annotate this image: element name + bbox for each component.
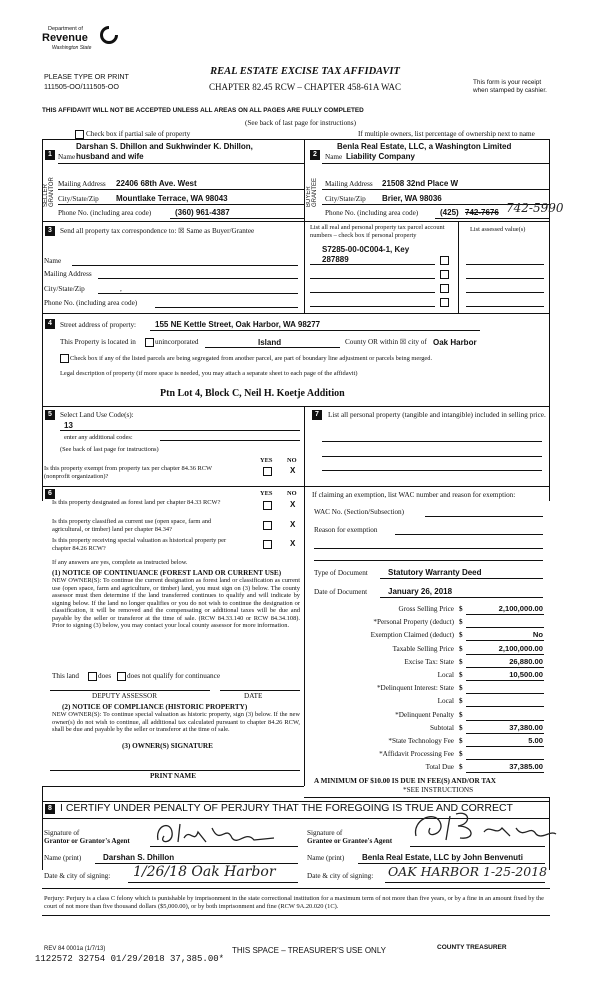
tax-row-line	[466, 746, 544, 747]
tax-row-line	[466, 772, 544, 773]
grantee-name: Benla Real Estate, LLC by John Benvenuti	[362, 853, 523, 862]
tax-row-value: 5.00	[528, 736, 543, 745]
grantee-date-label: Date & city of signing:	[307, 872, 374, 880]
tax-row-currency: $	[459, 618, 463, 626]
legal-description: Ptn Lot 4, Block C, Neil H. Koetje Addition	[160, 388, 345, 399]
seller-side-label: SELLER GRANTOR	[43, 177, 55, 207]
tax-row-line	[466, 720, 544, 721]
grantor-name: Darshan S. Dhillon	[103, 853, 175, 862]
exempt-question: Is this property exempt from property tax per chapter 84.36 RCW (nonprofit organization)?	[44, 465, 212, 480]
tax-row-line	[466, 614, 544, 615]
section-6-badge: 6	[45, 489, 55, 499]
tax-row-line	[466, 733, 544, 734]
tax-row-label: Exemption Claimed (deduct)	[370, 631, 454, 639]
minimum-fee-note: A MINIMUM OF $10.00 IS DUE IN FEE(S) AND/OR TAX	[314, 777, 496, 785]
exempt-yes-checkbox[interactable]	[263, 467, 272, 476]
tax-row-value: 2,100,000.00	[498, 604, 543, 613]
seller-name-line2: husband and wife	[76, 152, 144, 161]
section-8-badge: 8	[45, 804, 55, 814]
doc-date: January 26, 2018	[388, 587, 453, 596]
buyer-city: Brier, WA 98036	[382, 194, 442, 203]
county-treasurer-label: COUNTY TREASURER	[437, 944, 507, 951]
logo-line1: Department of	[48, 26, 83, 32]
doc-type: Statutory Warranty Deed	[388, 568, 482, 577]
tax-row-currency: $	[459, 697, 463, 705]
segregated-checkbox[interactable]	[60, 354, 69, 363]
tax-row-label: Excise Tax: State	[404, 658, 454, 666]
deputy-assessor-label: DEPUTY ASSESSOR	[92, 692, 158, 700]
tax-row-label: Gross Selling Price	[398, 605, 454, 613]
tax-row-line	[466, 759, 544, 760]
treasurer-space-label: THIS SPACE – TREASURER'S USE ONLY	[232, 946, 387, 955]
designation-yes-header: YES	[260, 490, 273, 497]
see-back-instructions: (See back of last page for instructions)	[245, 119, 356, 127]
partial-sale-checkbox[interactable]	[75, 130, 84, 139]
buyer-address: 21508 32nd Place W	[382, 179, 459, 188]
corr-name-label: Name	[44, 257, 62, 265]
parcel-line1: S7285-00-0C004-1, Key	[322, 245, 410, 254]
grantor-sig-label1: Signature of	[44, 829, 80, 837]
tax-row-value: 37,385.00	[509, 762, 543, 771]
seller-name-line1: Darshan S. Dhillon and Sukhwinder K. Dhillon,	[76, 142, 253, 151]
corr-phone-label: Phone No. (including area code)	[44, 299, 138, 307]
tax-row-label: *State Technology Fee	[388, 737, 454, 745]
section-4-badge: 4	[45, 319, 55, 329]
parcel-3-personal-checkbox[interactable]	[440, 284, 449, 293]
grantee-signature-icon	[410, 806, 560, 846]
wac-label: WAC No. (Section/Subsection)	[314, 508, 405, 516]
section-5-badge: 5	[45, 410, 55, 420]
reason-label: Reason for exemption	[314, 526, 378, 534]
land-does-checkbox[interactable]	[88, 672, 97, 681]
tax-row-line	[466, 640, 544, 641]
grantor-sig-label2: Grantor or Grantor's Agent	[44, 837, 130, 845]
corr-city-label: City/State/Zip	[44, 285, 85, 293]
tax-row-value: 37,380.00	[509, 723, 543, 732]
land-does-not-checkbox[interactable]	[117, 672, 126, 681]
tax-row-currency: $	[459, 750, 463, 758]
tax-row-line	[466, 654, 544, 655]
tax-row-line	[466, 706, 544, 707]
forest-answer: X	[290, 500, 296, 509]
seller-name-label: Name	[58, 153, 76, 161]
grantor-signature-icon	[150, 818, 290, 848]
rev-code: REV 84 0001a (1/7/13)	[44, 946, 106, 952]
please-type: PLEASE TYPE OR PRINT	[44, 72, 129, 81]
tax-row-currency: $	[459, 711, 463, 719]
property-county: Island	[258, 338, 282, 347]
parcel-1-personal-checkbox[interactable]	[440, 256, 449, 265]
tax-row-currency: $	[459, 737, 463, 745]
does-label: does	[98, 672, 112, 680]
property-city: Oak Harbor	[433, 338, 477, 347]
doc-date-label: Date of Document	[314, 588, 368, 596]
tax-row-label: *Delinquent Penalty	[395, 711, 454, 719]
tax-row-currency: $	[459, 724, 463, 732]
partial-sale-label: Check box if partial sale of property	[86, 130, 191, 138]
tax-row-currency: $	[459, 631, 463, 639]
grantee-sig-label2: Grantee or Grantee's Agent	[307, 837, 393, 845]
dor-logo	[42, 26, 122, 54]
personal-property-label: List all personal property (tangible and intangible) included in selling price.	[328, 411, 546, 419]
segregated-label: Check box if any of the listed parcels are being segregated from another parcel, are part of boundary line adjustment or parcels being merged.	[70, 355, 433, 362]
corr-city-value: ,	[120, 285, 122, 293]
multiple-owners-note: If multiple owners, list percentage of ownership next to name	[358, 130, 535, 138]
parcel-header: List all real and personal property tax parcel account numbers – check box if personal property	[310, 224, 445, 239]
assessed-header: List assessed value(s)	[470, 226, 526, 233]
parcel-2-personal-checkbox[interactable]	[440, 270, 449, 279]
property-street: 155 NE Kettle Street, Oak Harbor, WA 98277	[155, 320, 321, 329]
buyer-phone-handwritten: 742-5990	[506, 201, 564, 215]
land-use-label: Select Land Use Code(s):	[60, 411, 134, 419]
date-label: DATE	[244, 692, 263, 700]
seller-address-label: Mailing Address	[58, 180, 106, 188]
buyer-side-label: BUYER GRANTEE	[306, 177, 318, 207]
exempt-answer: X	[290, 466, 296, 475]
current-use-question: Is this property classified as current use (open space, farm and agricultural, or timber) land per chapter 84.34?	[52, 518, 212, 533]
tax-row-value: 2,100,000.00	[498, 644, 543, 653]
print-name-label: PRINT NAME	[150, 772, 196, 780]
unincorporated-checkbox[interactable]	[145, 338, 154, 347]
county-or-label: County OR within ☒ city of	[345, 338, 427, 346]
seller-city-label: City/State/Zip	[58, 195, 99, 203]
current-use-answer: X	[290, 520, 296, 529]
unincorporated-label: unincorporated	[155, 338, 199, 346]
notice1-body: NEW OWNER(S): To continue the current designation as forest land or classification as current use (open space, farm and agriculture, or timber) land, you must sign on (3) below. The county assessor must then determine if the land transferred continues to qualify and will indicate by signing below. If the land no longer qualifies or you do not wish to continue the designation or classification, it will be removed and the compensating or additional taxes will be due and payable by the seller or transferor at the time of sale. (RCW 84.33.140 or RCW 84.34.108). Prior to signing (3) below, you may contact your local county assessor for more information.	[52, 577, 300, 629]
land-use-code: 13	[64, 421, 73, 430]
seller-address: 22406 68th Ave. West	[116, 179, 197, 188]
buyer-name-line1: Benla Real Estate, LLC, a Washington Limited	[337, 142, 512, 151]
grantee-sig-label1: Signature of	[307, 829, 343, 837]
grantor-date-label: Date & city of signing:	[44, 872, 111, 880]
corr-address-label: Mailing Address	[44, 270, 92, 278]
tax-row-value: 26,880.00	[509, 657, 543, 666]
tax-row-currency: $	[459, 763, 463, 771]
buyer-phone-label: Phone No. (including area code)	[325, 209, 419, 217]
land-use-yes-header: YES	[260, 457, 273, 464]
land-use-see-back: (See back of last page for instructions)	[60, 446, 159, 453]
tax-row-currency: $	[459, 658, 463, 666]
grantor-name-label: Name (print)	[44, 854, 82, 862]
forest-yes-checkbox[interactable]	[263, 501, 272, 510]
certify-statement: I CERTIFY UNDER PENALTY OF PERJURY THAT THE FOREGOING IS TRUE AND CORRECT	[60, 802, 513, 814]
land-use-no-header: NO	[287, 457, 297, 464]
tax-row-label: Local	[437, 697, 454, 705]
tax-row-label: *Delinquent Interest: State	[376, 684, 454, 692]
tax-row-line	[466, 667, 544, 668]
grantee-name-label: Name (print)	[307, 854, 345, 862]
tax-row-label: Taxable Selling Price	[392, 645, 454, 653]
land-does-label: This land	[52, 672, 79, 680]
legal-label: Legal description of property (if more space is needed, you may attach a separate sheet to each page of the affidavit)	[60, 370, 358, 377]
owner-signature-label: (3) OWNER(S) SIGNATURE	[122, 742, 213, 750]
tax-row-value: No	[532, 630, 543, 639]
notice2-title: (2) NOTICE OF COMPLIANCE (HISTORIC PROPERTY)	[62, 703, 248, 711]
treasurer-stamp: 1122572 32754 01/29/2018 37,385.00*	[35, 954, 225, 964]
tax-row-line	[466, 680, 544, 681]
acceptance-warning: THIS AFFIDAVIT WILL NOT BE ACCEPTED UNLESS ALL AREAS ON ALL PAGES ARE FULLY COMPLETED	[42, 107, 364, 114]
designation-no-header: NO	[287, 490, 297, 497]
if-yes-note: If any answers are yes, complete as instructed below.	[52, 559, 188, 566]
section-1-badge: 1	[45, 150, 55, 160]
exemption-label: If claiming an exemption, list WAC number and reason for exemption:	[312, 491, 516, 499]
receipt-line2: when stamped by cashier.	[473, 87, 547, 94]
correspondence-label: Send all property tax correspondence to: ☒ Same as Buyer/Grantee	[60, 227, 255, 235]
notice1-title: (1) NOTICE OF CONTINUANCE (FOREST LAND OR CURRENT USE)	[52, 569, 282, 577]
buyer-address-label: Mailing Address	[325, 180, 373, 188]
seller-phone-label: Phone No. (including area code)	[58, 209, 152, 217]
form-codes: 111505-OO/111505-OO	[44, 82, 119, 91]
grantor-date: 1/26/18 Oak Harbor	[133, 864, 276, 880]
form-subtitle: CHAPTER 82.45 RCW – CHAPTER 458-61A WAC	[209, 82, 401, 92]
tax-row-line	[466, 693, 544, 694]
perjury-notice: Perjury: Perjury is a class C felony which is punishable by imprisonment in the state correctional institution for a maximum term of not more than five years, or by a fine in an amount fixed by the court of not more than five thousand dollars ($5,000.00), or by both imprisonment and fine (RCW 9A.20.020 (1C).	[44, 895, 544, 910]
historic-answer: X	[290, 539, 296, 548]
logo-mark-icon	[100, 26, 118, 44]
logo-line2: Revenue	[42, 32, 88, 44]
see-instructions: *SEE INSTRUCTIONS	[403, 786, 474, 794]
tax-row-currency: $	[459, 645, 463, 653]
tax-row-line	[466, 627, 544, 628]
tax-row-currency: $	[459, 605, 463, 613]
seller-phone: (360) 961-4387	[175, 208, 230, 217]
parcel-4-personal-checkbox[interactable]	[440, 298, 449, 307]
historic-question: Is this property receiving special valuation as historical property per chapter 84.26 RCW?	[52, 537, 227, 552]
forest-question: Is this property designated as forest land per chapter 84.33 RCW?	[52, 499, 221, 506]
seller-city: Mountlake Terrace, WA 98043	[116, 194, 228, 203]
section-2-badge: 2	[310, 150, 320, 160]
logo-line3: Washington State	[52, 45, 92, 51]
does-not-label: does not qualify for continuance	[127, 672, 221, 680]
historic-yes-checkbox[interactable]	[263, 540, 272, 549]
buyer-name-line2: Liability Company	[346, 152, 415, 161]
tax-row-currency: $	[459, 684, 463, 692]
parcel-line2: 287889	[322, 255, 349, 264]
buyer-city-label: City/State/Zip	[325, 195, 366, 203]
tax-row-label: *Personal Property (deduct)	[373, 618, 454, 626]
additional-codes-label: enter any additional codes:	[64, 434, 133, 441]
buyer-name-label: Name	[325, 153, 343, 161]
tax-row-value: 10,500.00	[509, 670, 543, 679]
tax-row-label: Subtotal	[430, 724, 454, 732]
tax-row-label: Total Due	[425, 763, 454, 771]
form-title: REAL ESTATE EXCISE TAX AFFIDAVIT	[210, 66, 400, 77]
tax-row-label: Local	[437, 671, 454, 679]
section-7-badge: 7	[312, 410, 322, 420]
section-3-badge: 3	[45, 226, 55, 236]
tax-row-currency: $	[459, 671, 463, 679]
buyer-phone-prefix: (425)	[440, 208, 459, 217]
tax-row-label: *Affidavit Processing Fee	[379, 750, 454, 758]
grantee-date: OAK HARBOR 1-25-2018	[388, 864, 548, 879]
street-label: Street address of property:	[60, 321, 137, 329]
located-label: This Property is located in	[60, 338, 136, 346]
notice2-body: NEW OWNER(S): To continue special valuation as historic property, sign (3) below. If the new owner(s) do not wish to continue, all additional tax calculated pursuant to chapter 84.26 RCW, shall be due and payable by the seller or transferor at the time of sale.	[52, 711, 300, 733]
current-use-yes-checkbox[interactable]	[263, 521, 272, 530]
receipt-line1: This form is your receipt	[473, 79, 542, 86]
doc-type-label: Type of Document	[314, 569, 368, 577]
buyer-phone-struck: 742-7676	[465, 208, 499, 217]
